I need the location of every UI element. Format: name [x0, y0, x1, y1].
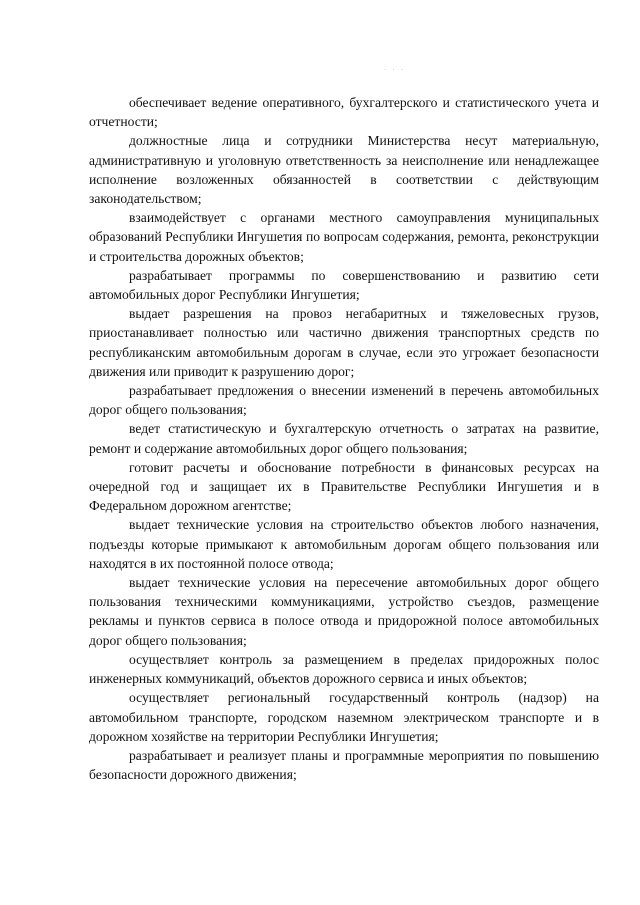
paragraph-oversize-permits: выдает разрешения на провоз негабаритных и тяжеловесных грузов, приостанавливает полностью или частично движения транспортных средств по республиканским автомобильным дорогам в случае, если это угрожает безопасности движения или приводит к разрушению дорог; — [89, 306, 599, 379]
paragraph-road-programs: разрабатывает программы по совершенствованию и развитию сети автомобильных дорог Республики Ингушетия; — [89, 267, 599, 303]
paragraph-traffic-safety: разрабатывает и реализует планы и программные мероприятия по повышению безопасности дорожного движения; — [89, 747, 599, 783]
paragraph-crossing-conditions: выдает технические условия на пересечение автомобильных дорог общего пользования техническими коммуникациями, устройство съездов, размещение рекламы и пунктов сервиса в полосе отвода и придорожной полосе автомобильных дорог общего пользования; — [89, 575, 599, 648]
paragraph-statistics: ведет статистическую и бухгалтерскую отчетность о затратах на развитие, ремонт и содержание автомобильных дорог общего пользования; — [89, 421, 599, 456]
paragraph-cooperation: взаимодействует с органами местного самоуправления муниципальных образований Республики Ингушетия по вопросам содержания, ремонта, реконструкции и строительства дорожных объектов; — [89, 210, 599, 264]
document-body — [89, 93, 599, 784]
paragraph-financial-needs: готовит расчеты и обоснование потребности в финансовых ресурсах на очередной год и защищает их в Правительстве Республики Ингушетия и в Федеральном дорожном агентстве; — [89, 459, 599, 514]
paragraph-record-keeping: обеспечивает ведение оперативного, бухгалтерского и статистического учета и отчетности; — [89, 95, 599, 130]
paragraph-road-list-changes: разрабатывает предложения о внесении изменений в перечень автомобильных дорог общего пользования; — [89, 383, 599, 418]
paragraph-construction-conditions: выдает технические условия на строительство объектов любого назначения, подъезды которые примыкают к автомобильным дорогам общего пользования или находятся в их постоянной полосе отвода; — [89, 517, 599, 571]
scan-artifact: · · · — [384, 66, 406, 74]
paragraph-regional-supervision: осуществляет региональный государственный контроль (надзор) на автомобильном транспорте, городском наземном электрическом транспорте и в дорожном хозяйстве на территории Республики Ингушетия; — [89, 690, 599, 744]
paragraph-responsibility: должностные лица и сотрудники Министерства несут материальную, административную и уголовную ответственность за неисполнение или ненадлежащее исполнение возложенных обязанностей в соответствии с действующим законодательством; — [89, 133, 599, 207]
paragraph-placement-control: осуществляет контроль за размещением в пределах придорожных полос инженерных коммуникаций, объектов дорожного сервиса и иных объектов; — [89, 651, 599, 687]
